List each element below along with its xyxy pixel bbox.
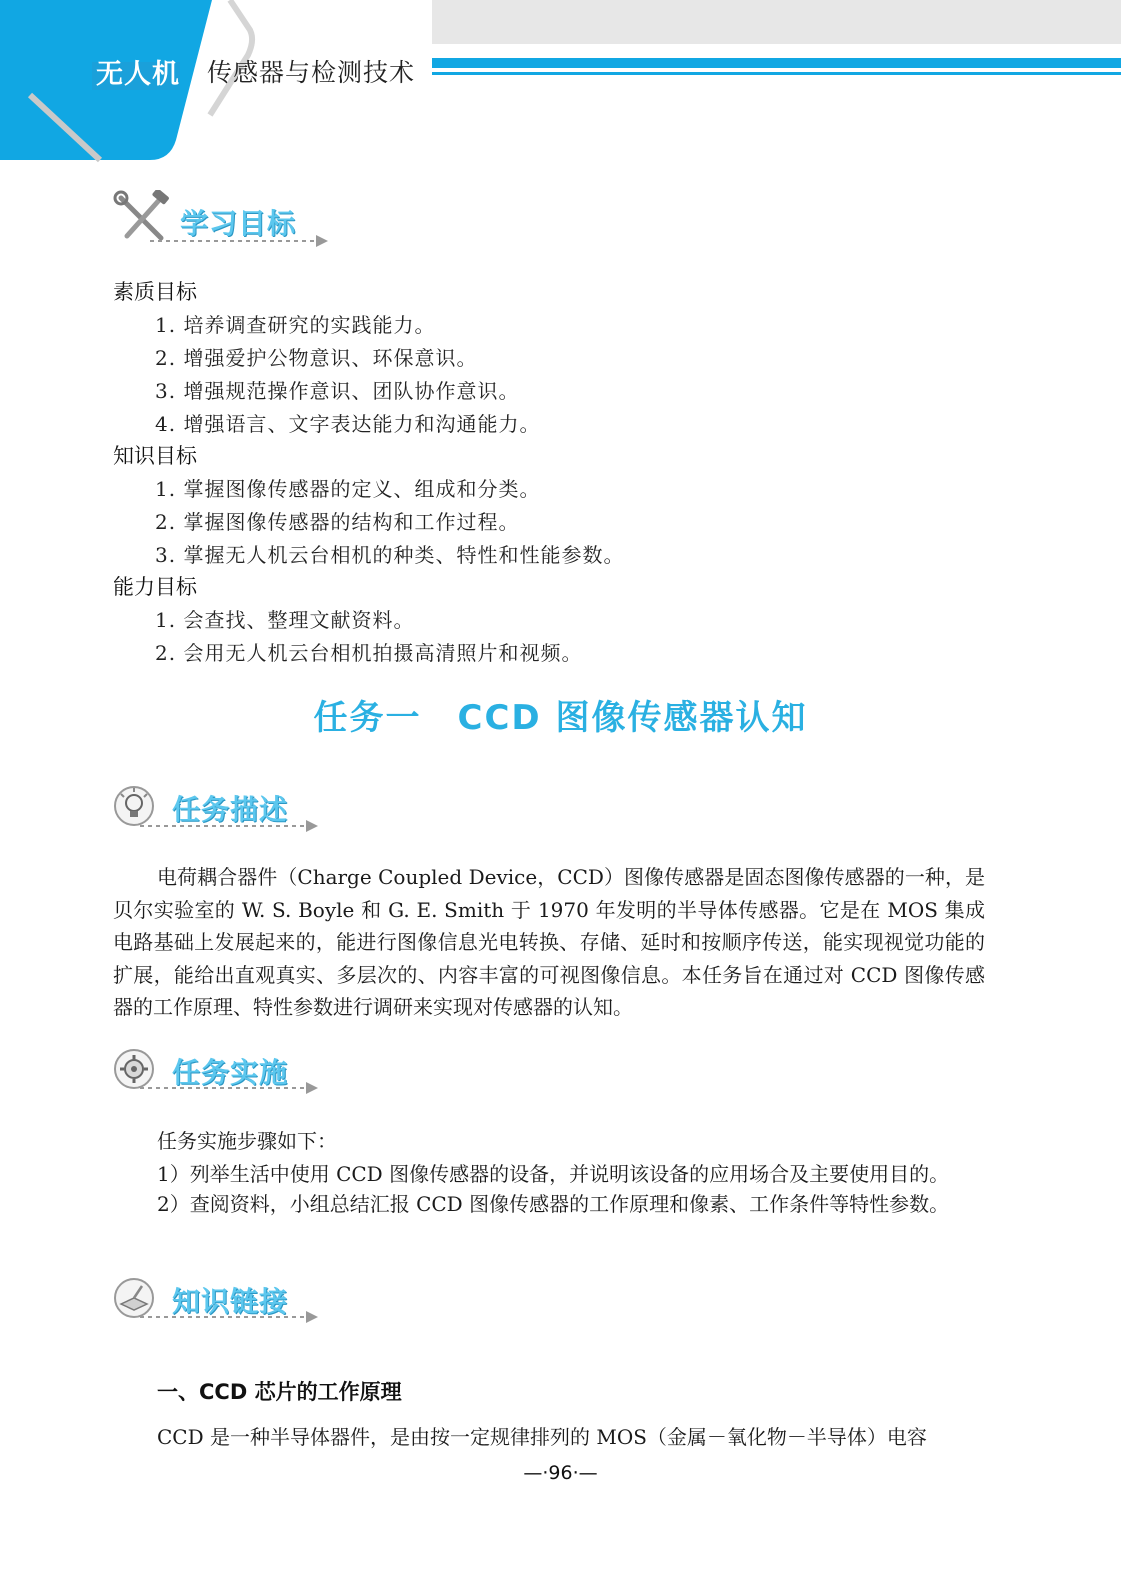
task-description-text: 电荷耦合器件（Charge Coupled Device，CCD）图像传感器是固态图像传感器的一种，是贝尔实验室的 W. S. Boyle 和 G. E. Smith 于 1970 年发明的半导体传感器。它是在 MOS 集成电路基础上发展起来的，能进行图像信息光电转换、存储、延时和按顺序传送，能实现视觉功能的扩展，能给出直观真实、多层次的、内容丰富的可视图像信息。本任务旨在通过对 CCD 图像传感器的工作原理、特性参数进行调研来实现对传感器的认知。	[113, 865, 985, 1020]
goal-item: 1. 培养调查研究的实践能力。	[155, 313, 436, 337]
goal-item: 4. 增强语言、文字表达能力和沟通能力。	[155, 412, 541, 436]
goal-item: 1. 会查找、整理文献资料。	[155, 608, 415, 632]
dotted-arrow-line	[140, 1081, 320, 1095]
goal-item: 2. 掌握图像传感器的结构和工作过程。	[155, 510, 520, 534]
goal-item: 3. 掌握无人机云台相机的种类、特性和性能参数。	[155, 543, 625, 567]
step-item: 2）查阅资料，小组总结汇报 CCD 图像传感器的工作原理和像素、工作条件等特性参数。	[157, 1192, 950, 1216]
dotted-arrow-line	[150, 234, 330, 248]
goal-group-title: 知识目标	[113, 444, 197, 468]
section-heading: 一、CCD 芯片的工作原理	[157, 1380, 402, 1404]
steps-intro: 任务实施步骤如下：	[157, 1129, 337, 1153]
page-number: —·96·—	[523, 1462, 598, 1484]
section-paragraph: CCD 是一种半导体器件，是由按一定规律排列的 MOS（金属－氧化物－半导体）电容	[157, 1425, 927, 1449]
goal-item: 1. 掌握图像传感器的定义、组成和分类。	[155, 477, 541, 501]
goal-group-title: 素质目标	[113, 280, 197, 304]
task-description-badge: 任务描述	[172, 793, 289, 826]
dotted-arrow-line	[140, 1310, 320, 1324]
header-book-title: 传感器与检测技术	[207, 58, 416, 87]
task-implementation-badge: 任务实施	[172, 1056, 289, 1089]
knowledge-link-badge: 知识链接	[172, 1285, 289, 1318]
goal-item: 2. 增强爱护公物意识、环保意识。	[155, 346, 478, 370]
goal-item: 2. 会用无人机云台相机拍摄高清照片和视频。	[155, 641, 583, 665]
goal-item: 3. 增强规范操作意识、团队协作意识。	[155, 379, 520, 403]
learning-goals-badge: 学习目标	[180, 207, 297, 240]
header-series: 无人机	[96, 59, 180, 90]
task-title: 任务一 CCD 图像传感器认知	[313, 698, 808, 738]
step-item: 1）列举生活中使用 CCD 图像传感器的设备，并说明该设备的应用场合及主要使用目的。	[157, 1162, 950, 1186]
goal-group-title: 能力目标	[113, 575, 197, 599]
dotted-arrow-line	[140, 819, 320, 833]
